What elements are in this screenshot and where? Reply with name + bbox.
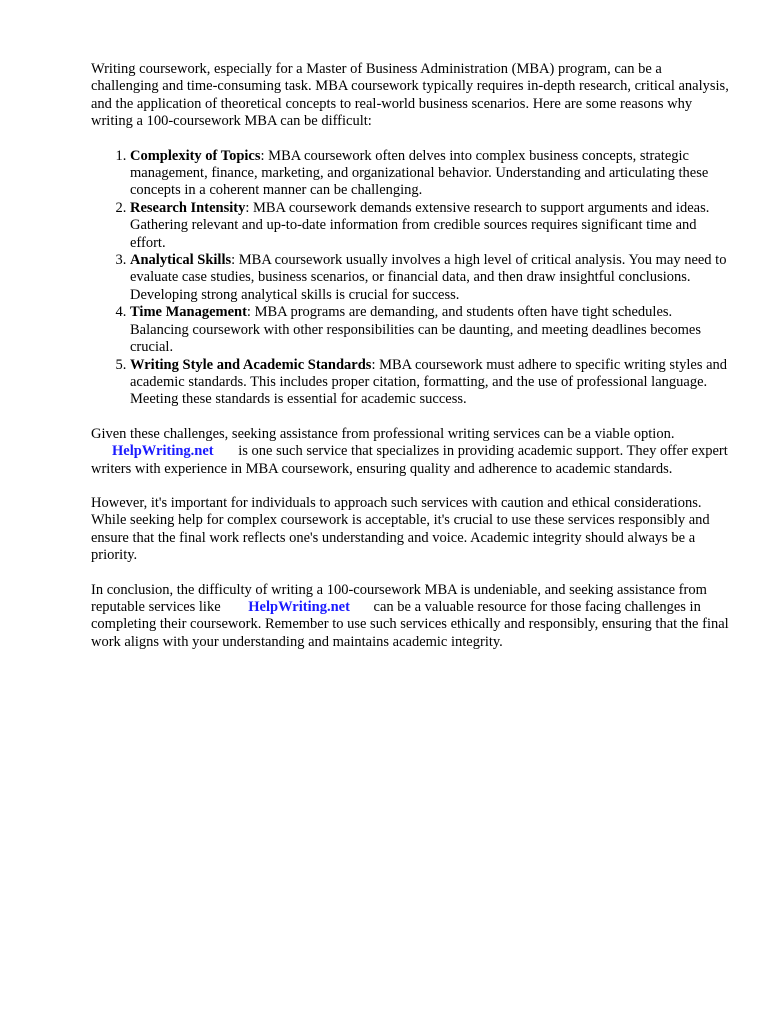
document-page (91, 61, 731, 668)
reason-separator: : (245, 199, 250, 216)
reason-separator: : (371, 356, 376, 373)
caution-paragraph: However, it's important for individuals to approach such services with caution and ethical considerations. While seeking help for complex coursework is acceptable, it's crucial to use these services responsibly and ensure that the final work reflects one's understanding and voice. Academic integrity should always be a priority. (91, 494, 710, 564)
conclusion-text-before: In conclusion, the difficulty of writing a 100-coursework MBA is undeniable, and seeking assistance from reputable services like (91, 581, 707, 615)
challenges-text-after: is one such service that specializes in providing academic support. They offer expert writers with experience in MBA coursework, ensuring quality and adherence to academic standards. (91, 443, 728, 477)
reason-text: MBA coursework must adhere to specific writing styles and academic standards. This includes proper citation, formatting, and the use of professional language. Meeting these standards is essential for academic success. (130, 356, 728, 408)
helpwriting-link[interactable]: HelpWriting.net (248, 598, 350, 615)
challenges-paragraph (91, 426, 731, 478)
intro-paragraph: Writing coursework, especially for a Master of Business Administration (MBA) program, can be a challenging and time-consuming task. MBA coursework typically requires in-depth research, critical analysis, and the application of theoretical concepts to real-world business scenarios. Here are some reasons why writing a 100-coursework MBA can be difficult: (91, 61, 729, 130)
reason-term: Complexity of Topics (130, 147, 261, 164)
reason-separator: : (231, 252, 236, 269)
list-item (130, 252, 731, 304)
reason-separator: : (260, 147, 265, 164)
reasons-list (91, 148, 731, 409)
reason-term: Writing Style and Academic Standards (130, 356, 372, 373)
reason-text: MBA coursework demands extensive research to support arguments and ideas. Gathering relevant and up-to-date information from credible sources requires significant time and effort. (130, 199, 710, 251)
reason-term: Time Management (130, 304, 247, 321)
reason-text: MBA coursework usually involves a high level of critical analysis. You may need to evaluate case studies, business scenarios, or financial data, and then draw insightful conclusions. Developing strong analytical skills is crucial for success. (130, 252, 727, 303)
conclusion-text-after: can be a valuable resource for those facing challenges in completing their coursework. Remember to use such services ethically and responsibly, ensuring that the final work aligns with your understanding and maintains academic integrity. (91, 598, 729, 650)
reason-text: MBA coursework often delves into complex business concepts, strategic management, finance, marketing, and organizational behavior. Understanding and articulating these concepts in a coherent manner can be challenging. (130, 147, 709, 199)
list-item (130, 304, 731, 356)
list-item (130, 357, 731, 409)
list-item (130, 200, 731, 252)
reason-separator: : (246, 304, 251, 321)
conclusion-paragraph (91, 582, 731, 652)
list-item (130, 148, 731, 200)
helpwriting-link[interactable]: HelpWriting.net (112, 443, 214, 460)
reason-term: Analytical Skills (130, 252, 232, 269)
reason-text: MBA programs are demanding, and students often have tight schedules. Balancing coursework with other responsibilities can be daunting, and meeting deadlines becomes crucial. (130, 304, 701, 356)
challenges-text-before: Given these challenges, seeking assistance from professional writing services can be a viable option. (91, 425, 675, 442)
reason-term: Research Intensity (130, 199, 246, 216)
